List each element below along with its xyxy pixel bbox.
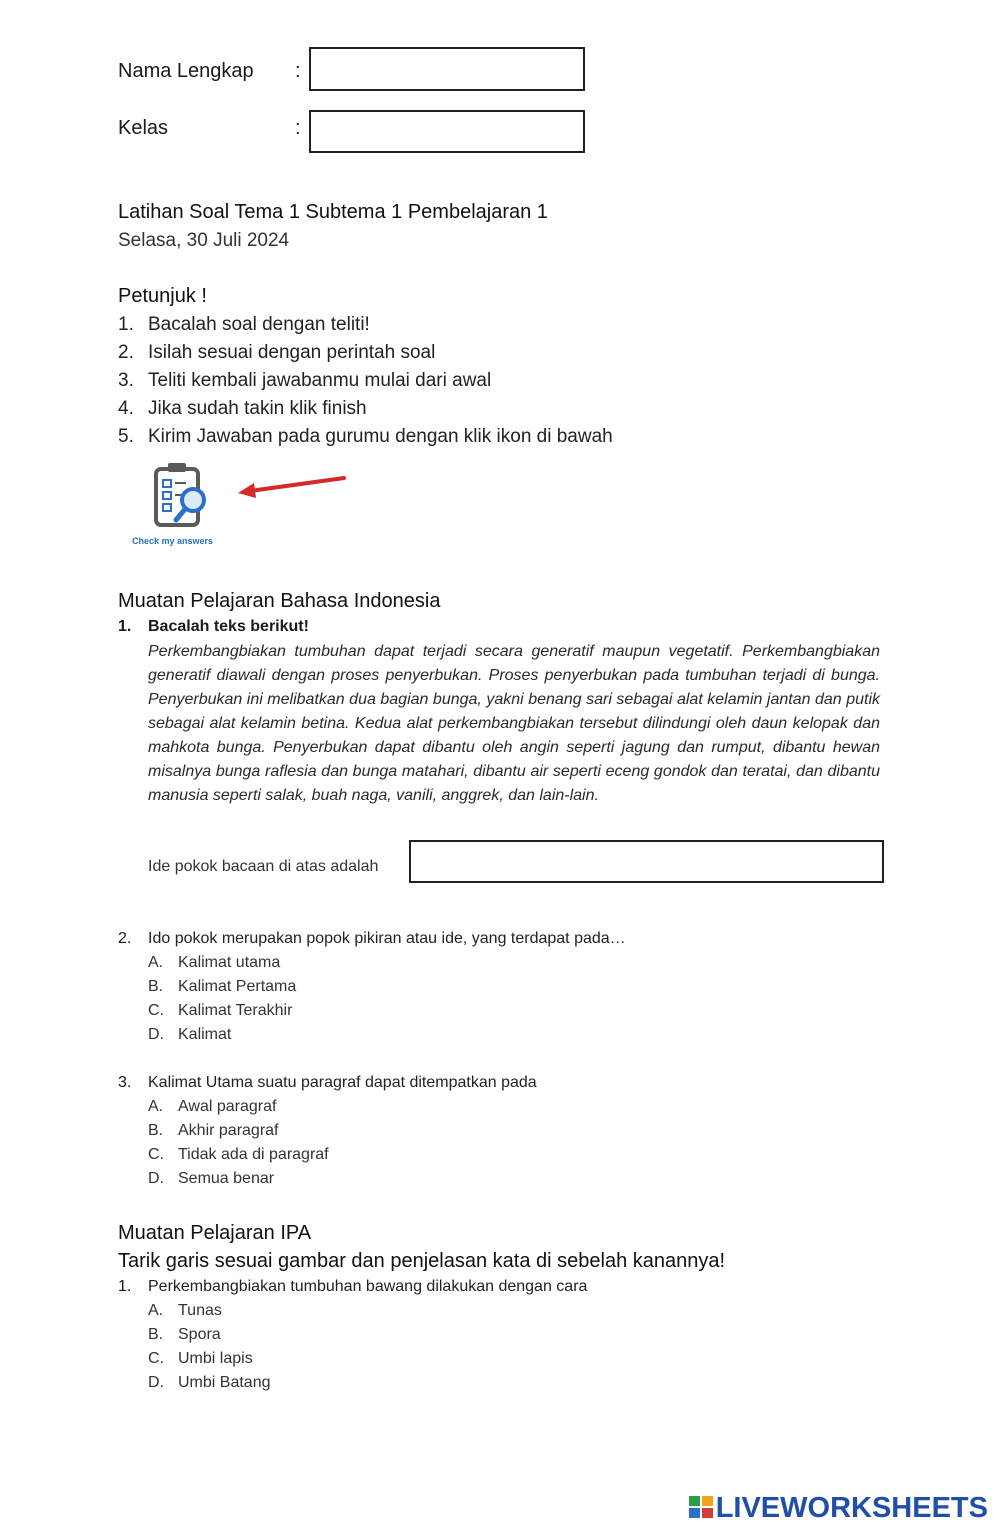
main-idea-input[interactable] (409, 840, 884, 883)
question-text: Perkembangbiakan tumbuhan bawang dilakukan dengan cara (148, 1278, 588, 1295)
reading-passage: Perkembangbiakan tumbuhan dapat terjadi secara generatif maupun vegetatif. Perkembangbiakan generatif diawali dengan proses penyerbukan. Proses penyerbukan pada tumbuhan terjadi di bunga. Penyerbukan ini melibatkan dua bagian bunga, yakni benang sari sebagai alat kelamin jantan dan putik sebagai alat kelamin betina. Kedua alat perkembangbiakan tersebut dilindungi oleh daun kelopak dan mahkota bunga. Penyerbukan dapat dibantu oleh angin seperti jagung dan rumput, dibantu hewan misalnya bunga raflesia dan bunga matahari, dibantu air seperti eceng gondok dan teratai, dan dibantu manusia seperti salak, buah naga, vanili, anggrek, dan lain-lain. (148, 643, 880, 804)
option-text[interactable]: Umbi lapis (178, 1350, 253, 1367)
question-text: Kalimat Utama suatu paragraf dapat ditempatkan pada (148, 1074, 537, 1091)
instruction-number: 2. (118, 342, 134, 363)
option-text[interactable]: Akhir paragraf (178, 1122, 279, 1139)
instruction-text: Kirim Jawaban pada gurumu dengan klik ikon di bawah (148, 426, 613, 447)
name-input[interactable] (309, 47, 585, 91)
liveworksheets-logo (688, 1492, 988, 1525)
option-letter[interactable]: D. (148, 1026, 164, 1043)
instruction-number: 3. (118, 370, 134, 391)
instruction-number: 1. (118, 314, 134, 335)
worksheet-title: Latihan Soal Tema 1 Subtema 1 Pembelajaran 1 (118, 201, 548, 223)
class-colon: : (295, 117, 301, 139)
option-text[interactable]: Awal paragraf (178, 1098, 277, 1115)
option-text[interactable]: Kalimat utama (178, 954, 281, 971)
name-label: Nama Lengkap (118, 60, 254, 82)
option-letter[interactable]: D. (148, 1374, 164, 1391)
option-text[interactable]: Kalimat Pertama (178, 978, 297, 995)
clipboard-magnifier-icon (128, 460, 238, 538)
option-text[interactable]: Semua benar (178, 1170, 275, 1187)
instruction-text: Bacalah soal dengan teliti! (148, 314, 370, 335)
option-letter[interactable]: C. (148, 1146, 164, 1163)
instructions-heading: Petunjuk ! (118, 285, 207, 307)
instruction-text: Teliti kembali jawabanmu mulai dari awal (148, 370, 492, 391)
option-text[interactable]: Spora (178, 1326, 221, 1343)
option-text[interactable]: Kalimat (178, 1026, 232, 1043)
question-number: 1. (118, 1278, 132, 1295)
ipa-section-subheading: Tarik garis sesuai gambar dan penjelasan kata di sebelah kanannya! (118, 1250, 726, 1272)
option-text[interactable]: Umbi Batang (178, 1374, 271, 1391)
option-letter[interactable]: C. (148, 1350, 164, 1367)
class-input[interactable] (309, 110, 585, 153)
liveworksheets-logo-icon (688, 1495, 714, 1519)
option-letter[interactable]: A. (148, 1098, 164, 1115)
worksheet-date: Selasa, 30 Juli 2024 (118, 230, 290, 251)
option-text[interactable]: Kalimat Terakhir (178, 1002, 293, 1019)
instruction-text: Jika sudah takin klik finish (148, 398, 367, 419)
instruction-number: 5. (118, 426, 134, 447)
brand-text: LIVEWORKSHEETS (715, 1492, 988, 1524)
instruction-text: Isilah sesuai dengan perintah soal (148, 342, 436, 363)
answer-prompt: Ide pokok bacaan di atas adalah (148, 858, 379, 875)
ipa-section-heading: Muatan Pelajaran IPA (118, 1222, 312, 1244)
question-text: Bacalah teks berikut! (148, 618, 309, 635)
option-text[interactable]: Tunas (178, 1302, 222, 1319)
check-answers-button[interactable] (128, 460, 238, 552)
option-text[interactable]: Tidak ada di paragraf (178, 1146, 329, 1163)
option-letter[interactable]: A. (148, 954, 164, 971)
option-letter[interactable]: C. (148, 1002, 164, 1019)
red-arrow-icon (234, 470, 350, 500)
name-colon: : (295, 60, 301, 82)
bahasa-section-heading: Muatan Pelajaran Bahasa Indonesia (118, 590, 441, 612)
option-letter[interactable]: D. (148, 1170, 164, 1187)
question-number: 2. (118, 930, 132, 947)
option-letter[interactable]: B. (148, 978, 164, 995)
question-number: 1. (118, 618, 132, 635)
class-label: Kelas (118, 117, 169, 139)
question-text: Ido pokok merupakan popok pikiran atau ide, yang terdapat pada… (148, 930, 626, 947)
option-letter[interactable]: B. (148, 1122, 164, 1139)
check-answers-label: Check my answers (132, 536, 214, 546)
instruction-number: 4. (118, 398, 134, 419)
option-letter[interactable]: A. (148, 1302, 164, 1319)
option-letter[interactable]: B. (148, 1326, 164, 1343)
question-number: 3. (118, 1074, 132, 1091)
